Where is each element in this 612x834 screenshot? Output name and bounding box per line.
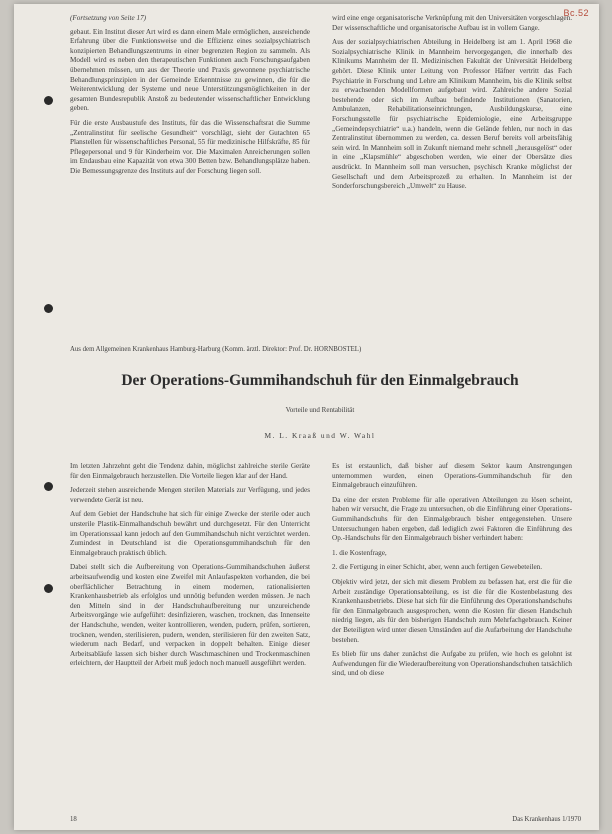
continuation-note: (Fortsetzung von Seite 17) xyxy=(70,14,147,22)
paragraph: wird eine enge organisatorische Verknüpfung mit den Universitäten vorgeschlagen. Der wissenschaftliche und organisatorische Aufbau ist in vollem Gange. xyxy=(332,14,572,32)
punch-hole xyxy=(44,482,53,491)
article-right-column xyxy=(332,462,572,684)
paragraph: Es ist erstaunlich, daß bisher auf diesem Sektor kaum Anstrengungen unternommen wurden, einen Operations-Gummihandschuh für den Einmalgebrauch einzuführen. xyxy=(332,462,572,490)
article-title: Der Operations-Gummihandschuh für den Einmalgebrauch xyxy=(121,372,519,389)
list-item: 1. die Kostenfrage, xyxy=(332,548,387,557)
list-item: 2. die Fertigung in einer Schicht, aber, wenn auch fertigen Gewebeteilen. xyxy=(332,563,543,572)
article-authors: M. L. Kraaß und W. Wahl xyxy=(264,431,376,440)
punch-hole xyxy=(44,304,53,313)
previous-article-left-column xyxy=(70,14,310,182)
punch-hole xyxy=(44,584,53,593)
page-number: 18 xyxy=(70,816,77,823)
paragraph: Da eine der ersten Probleme für alle operativen Abteilungen zu lösen scheint, haben wir versucht, die Frage zu untersuchen, ob die Einführung einer Operations-Gummihandschuhs für den Einmalgebrauch bisher entgegenstehen. Unsere Untersuchungen haben ergeben, daß lediglich zwei Faktoren die Einführung des Op.-Handschuhs für den Einmalgebrauch bisher verhindert haben: xyxy=(332,495,572,543)
paragraph: Für die erste Ausbaustufe des Instituts, für das die Wissenschaftsrat die Summe „Zentralinstitut für seelische Gesundheit“ vorschlägt, sieht der Gutachten 65 Planstellen für wissenschaftliches Personal, 55 für medizinische Hilfskräfte, 85 für Pflegepersonal und 9 für Kinderheim vor. Die Maximalen Anreicherungen sollen im Endausbau eine Kapazität von etwa 300 Betten bzw. Behandlungsplätze haben. Die Bemessungsgrenze des Instituts auf der Forschung liegen soll. xyxy=(70,118,310,175)
paragraph: Dabei stellt sich die Aufbereitung von Operations-Gummihandschuhen äußerst arbeitsaufwendig und kosten eine Zweifel mit Anlaufaspekten vorhanden, die bei oberflächlicher Betrachtung in einem modernen, rationalisierten Krankenhausbetrieb als erfolglos und unnötig befunden werden müssen. Je nach den Mitteln sind in der Handschuhaufbereitung nur unzureichende Arbeitsvorgänge wie aufgeführt: desinfizieren, waschen, trocknen, das Innenseite der Handschuhe, wenden, weiter kontrollieren, wenden, pudern, prüfen, sortieren, trocknen, wenden, sterilisieren, pudern, wenden, sterilisieren für den zweiten Satz, wiederum nach Bedarf, und verpacken in doppelt behalten. Einige dieser Arbeitsabläufe lassen sich bisher durch Waschmaschinen und Trockenmaschinen erleichtern, der Hauptteil der Arbeit muß jedoch noch manuell ausgeführt werden. xyxy=(70,563,310,668)
punch-hole xyxy=(44,96,53,105)
previous-article-right-column xyxy=(332,14,572,197)
paragraph: Es blieb für uns daher zunächst die Aufgabe zu prüfen, wie hoch es gelohnt ist Aufwendungen für die Wiederaufbereitung von Operationshandschuhen tatsächlich sind, und ob diese xyxy=(332,650,572,678)
article-left-column xyxy=(70,462,310,674)
archive-stamp: Bc.52 xyxy=(563,8,589,18)
paragraph: Auf dem Gebiet der Handschuhe hat sich für einige Zwecke der sterile oder auch unsterile Plastik-Einmalhandschuh bewährt und durchgesetzt. Für den Unterricht im Operationssaal kann jedoch auf den Gummihandschuh nicht verzichtet werden. Zumindest in Deutschland ist die Operationsgummihandschuh für den Einmalgebrauch praktisch üblich. xyxy=(70,510,310,557)
paragraph: Aus der sozialpsychiatrischen Abteilung in Heidelberg ist am 1. April 1968 die Sozialpsychiatrische Klinik in Mannheim hervorgegangen, die innerhalb des Klinikums Mannheim der II. Medizinischen Fakultät der Universität Heidelberg gehört. Diese Klinik unter Leitung von Professor Häfner vertritt das Fach Psychiatrie in Forschung und Lehre am Klinikum Mannheim, bis die Klinik selbst zu erwachsenden Modellformen aufgebaut wird. Zahlreiche andere Sozial bestehende oder sich im Aufbau befindende Institutionen (Sanatorien, Ambulanzen, Rehabilitationseinrichtungen, Ausbildungskurse, eine Forschungsstelle für psychiatrische Epidemiologie, eine Arbeitsgruppe „Gemeindepsychiatrie“ u.a.) handeln, wenn die Gelände fehlen, nur noch in das Zentralinstitut übernommen zu werden, ca. dessen Beruf bereits voll arbeitsfähig sein wird. In Mannheim soll in Zukunft niemand mehr schnell „herausgelöst“ oder in eine „Klapsmühle“ abgeschoben werden, wie einer der Obersätze dies ausdrückt. In Mannheim soll man versuchen, psychisch Kranke möglichst der Gesellschaft und dem Arbeitsprozeß zu erhalten. In Mannheim ist der Sonderforschungsbereich „Umwelt“ zu Hause. xyxy=(332,38,572,191)
document-page xyxy=(14,4,599,830)
paragraph: Im letzten Jahrzehnt geht die Tendenz dahin, möglichst zahlreiche sterile Geräte für den Einmalgebrauch herzustellen. Die Vorteile liegen klar auf der Hand. xyxy=(70,462,310,480)
article-subtitle: Vorteile und Rentabilität xyxy=(285,406,355,414)
paragraph: gebaut. Ein Institut dieser Art wird es dann einem Male ermöglichen, ausreichende Erfahrung über die Funktionsweise und die Effizienz eines sozialpsychiatrisch konzipierten Behandlungszentrums in einer begrenzten Region zu sammeln. Als Modell wird es neben den therapeutischen Funktionen auch Forschungsaufgaben übernehmen müssen, um aus der Theorie und Praxis gewonnene psychiatrische Behandlungsprinzipien in der Gemeinde Erkenntnisse zu gewinnen, die für die Weiterentwicklung der Systeme und neue Unterstützungsmöglichkeiten in der gesamten Bundesrepublik Anstoß zu bedeutender wissenschaftlicher Entwicklung geben. xyxy=(70,27,310,113)
affiliation-line: Aus dem Allgemeinen Krankenhaus Hamburg-Harburg (Komm. ärztl. Direktor: Prof. Dr. HORNBOSTEL) xyxy=(70,346,362,353)
paragraph: Jederzeit stehen ausreichende Mengen sterilen Materials zur Verfügung, und jedes verwendete Gerät ist neu. xyxy=(70,486,310,504)
journal-reference: Das Krankenhaus 1/1970 xyxy=(512,816,581,823)
paragraph: Objektiv wird jetzt, der sich mit diesem Problem zu befassen hat, erst die für die Arbeit zuständige Operationsabteilung, es ist die für die Kostenbelastung des Krankenhausbetriebs. Diese hat sich für die Einführung des Operationshandschuhs für den Einmalgebrauch ausgesprochen, wenn die Kosten für diesen Handschuh niedrig liegen, als für den bisherigen Handschuh zum Mehrfachgebrauch. Keiner der Beteiligten wird unter diesen Umständen auf die Aufarbeitung der Handschuhe bestehen. xyxy=(332,577,572,644)
